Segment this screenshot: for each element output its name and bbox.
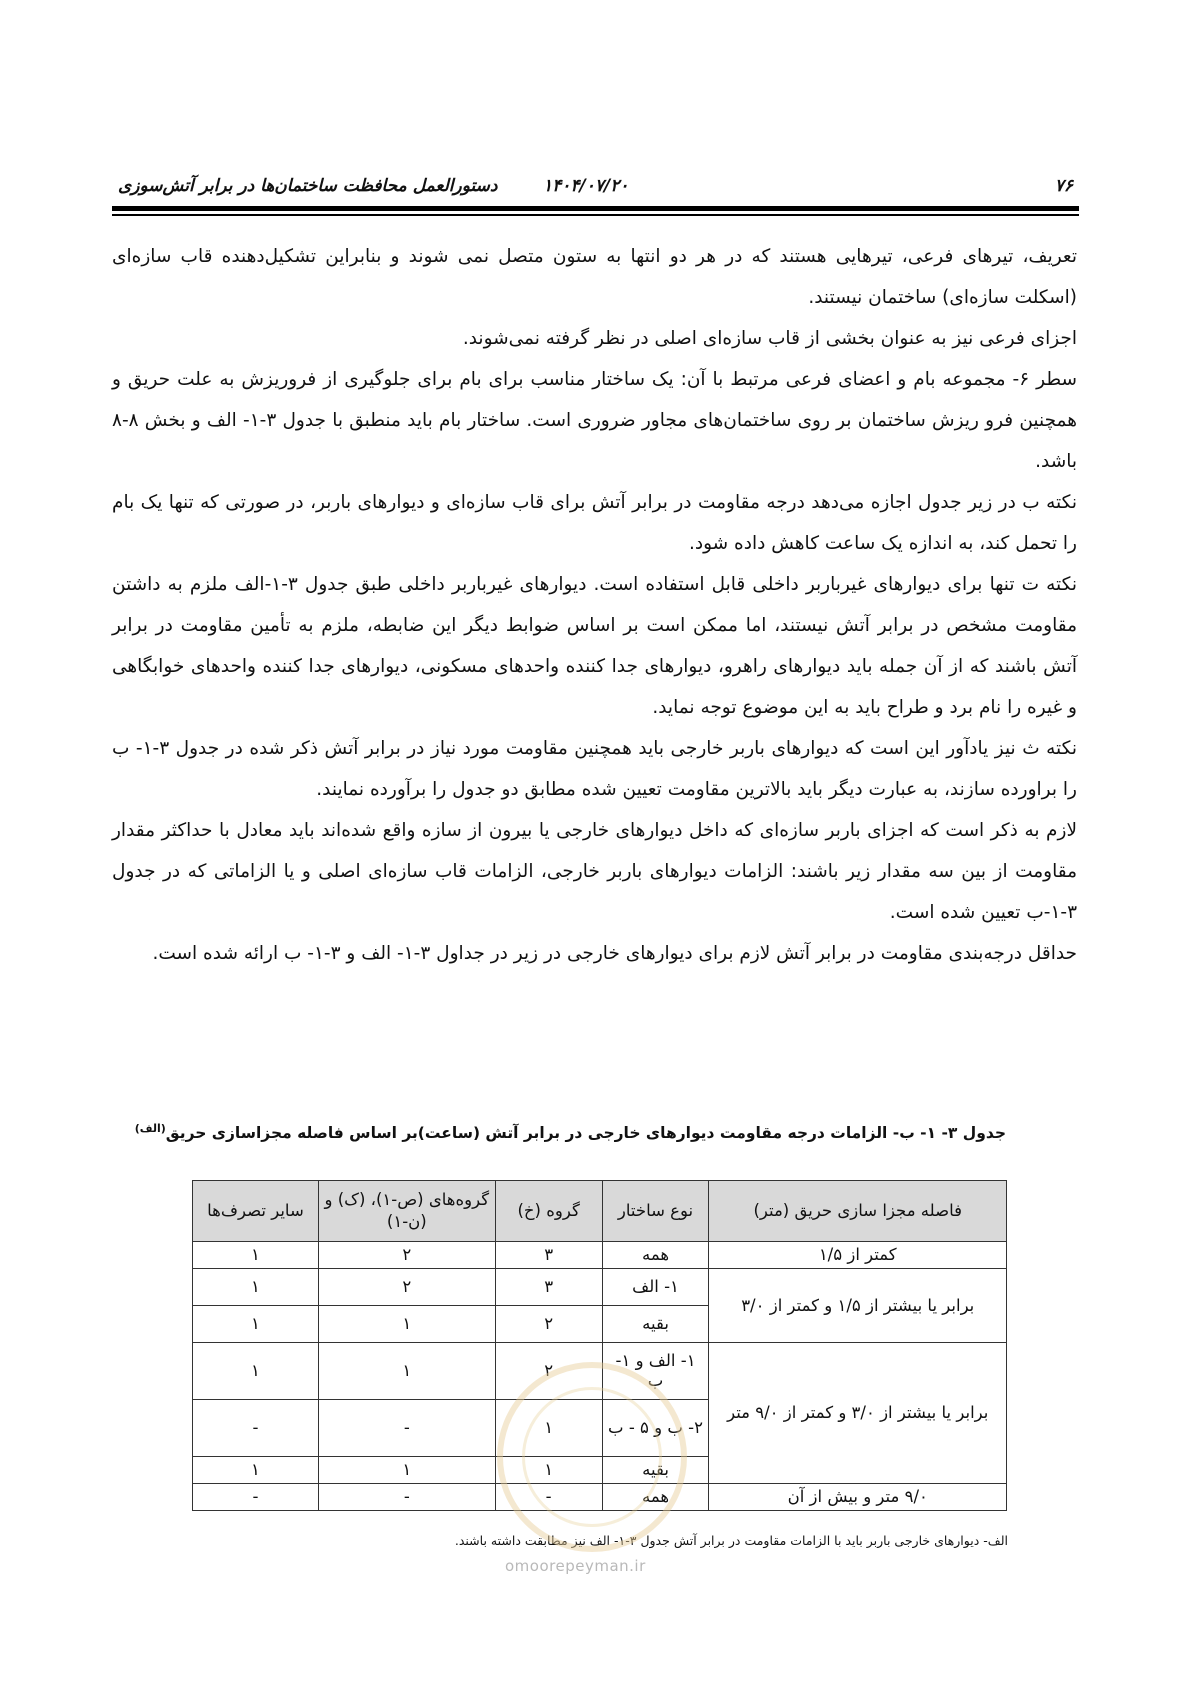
- table-footnote: الف- دیوارهای خارجی باربر باید با الزامات مقاومت در برابر آتش جدول ۳-۱- الف نیز مطابقت داشته باشند.: [454, 1533, 1008, 1548]
- cell-other: ۱: [193, 1242, 319, 1269]
- paragraph: تعریف، تیرهای فرعی، تیرهایی هستند که در هر دو انتها به ستون متصل نمی شوند و بنابراین تشکیل‌دهنده قاب سازه‌ای (اسکلت سازه‌ای) ساختمان نیستند.: [112, 246, 1077, 308]
- watermark-seal-inner-icon: [522, 1387, 662, 1527]
- paragraph: نکته ب در زیر جدول اجازه می‌دهد درجه مقاومت در برابر آتش برای قاب سازه‌ای و دیوارهای باربر، در صورتی که تنها یک بام را تحمل کند، به اندازه یک ساعت کاهش داده شود.: [112, 492, 1077, 554]
- paragraph: سطر ۶- مجموعه بام و اعضای فرعی مرتبط با آن: یک ساختار مناسب برای بام برای جلوگیری از فروریزش به علت حریق و همچنین فرو ریزش ساختمان بر روی ساختمان‌های مجاور ضروری است. ساختار بام باید منطبق با جدول ۳-۱- الف و بخش ۸-۸ باشد.: [112, 369, 1078, 472]
- table-header-row: [193, 1181, 1007, 1242]
- cell-construction: ۲- ب و ۵ - ب: [602, 1400, 709, 1457]
- cell-group-kh: ۱: [495, 1457, 602, 1484]
- table-caption-text: جدول ۳- ۱- ب- الزامات درجه مقاومت دیوارهای خارجی در برابر آتش (ساعت)بر اساس فاصله مجزاسازی حریق: [165, 1124, 1006, 1143]
- cell-other: ۱: [193, 1343, 319, 1400]
- cell-group-kh: ۳: [495, 1269, 602, 1306]
- cell-construction: همه: [602, 1484, 709, 1511]
- header-construction: نوع ساختار: [602, 1181, 709, 1242]
- cell-groups-s1: ۱: [318, 1457, 495, 1484]
- cell-groups-s1: ۲: [318, 1269, 495, 1306]
- cell-group-kh: -: [495, 1484, 602, 1511]
- paragraph: لازم به ذکر است که اجزای باربر سازه‌ای که داخل دیوارهای خارجی یا بیرون از سازه واقع شده‌اند باید معادل با حداکثر مقدار مقاومت از بین سه مقدار زیر باشند: الزامات دیوارهای باربر خارجی، الزامات قاب سازه‌ای اصلی و یا الزاماتی که در جدول ۳-۱-ب تعیین شده است.: [112, 820, 1077, 923]
- cell-group-kh: ۱: [495, 1400, 602, 1457]
- header-distance: فاصله مجزا سازی حریق (متر): [709, 1181, 1007, 1242]
- cell-group-kh: ۳: [495, 1242, 602, 1269]
- cell-other: -: [193, 1400, 319, 1457]
- cell-construction: ۱- الف: [602, 1269, 709, 1306]
- table-row: [193, 1269, 1007, 1306]
- cell-distance: ۹/۰ متر و بیش از آن: [709, 1484, 1007, 1511]
- cell-group-kh: ۲: [495, 1343, 602, 1400]
- header-rule-thin: [112, 214, 1079, 216]
- paragraph: نکته ث نیز یادآور این است که دیوارهای باربر خارجی باید همچنین مقاومت مورد نیاز در برابر آتش ذکر شده در جدول ۳-۱- ب را براورده سازند، به عبارت دیگر باید بالاترین مقاومت تعیین شده مطابق دو جدول را برآورده نمایند.: [112, 738, 1077, 800]
- cell-distance: برابر یا بیشتر از ۱/۵ و کمتر از ۳/۰: [709, 1269, 1007, 1343]
- cell-groups-s1: ۱: [318, 1343, 495, 1400]
- cell-groups-s1: ۱: [318, 1306, 495, 1343]
- cell-construction: بقیه: [602, 1306, 709, 1343]
- header-group-kh: گروه (خ): [495, 1181, 602, 1242]
- cell-groups-s1: ۲: [318, 1242, 495, 1269]
- cell-construction: ۱- الف و ۱- ب: [602, 1343, 709, 1400]
- header-title: دستورالعمل محافظت ساختمان‌ها در برابر آتش‌سوزی: [118, 176, 498, 196]
- cell-group-kh: ۲: [495, 1306, 602, 1343]
- page-number: ۷۶: [1054, 176, 1073, 196]
- header-groups-s1: گروه‌های (ص-۱)، (ک) و (ن-۱): [318, 1181, 495, 1242]
- cell-other: ۱: [193, 1269, 319, 1306]
- cell-other: -: [193, 1484, 319, 1511]
- table-row: [193, 1242, 1007, 1269]
- paragraph: نکته ت تنها برای دیوارهای غیرباربر داخلی قابل استفاده است. دیوارهای غیرباربر داخلی طبق جدول ۳-۱-الف ملزم به داشتن مقاومت مشخص در برابر آتش نیستند، اما ممکن است بر اساس ضوابط دیگر این ضابطه، ملزم به تأمین مقاومت در برابر آتش باشند که از آن جمله باید دیوارهای راهرو، دیوارهای جدا کننده واحدهای مسکونی، دیوارهای جدا کننده واحدهای خوابگاهی و غیره را نام برد و طراح باید به این موضوع توجه نماید.: [112, 574, 1077, 718]
- cell-construction: همه: [602, 1242, 709, 1269]
- cell-other: ۱: [193, 1457, 319, 1484]
- cell-distance: برابر یا بیشتر از ۳/۰ و کمتر از ۹/۰ متر: [709, 1343, 1007, 1484]
- header-date: ۱۴۰۴/۰۷/۲۰: [543, 176, 629, 196]
- cell-other: ۱: [193, 1306, 319, 1343]
- cell-construction: بقیه: [602, 1457, 709, 1484]
- cell-groups-s1: -: [318, 1400, 495, 1457]
- paragraph: حداقل درجه‌بندی مقاومت در برابر آتش لازم برای دیوارهای خارجی در زیر در جداول ۳-۱- الف و ۳-۱- ب ارائه شده است.: [152, 943, 1077, 964]
- cell-groups-s1: -: [318, 1484, 495, 1511]
- page-header: [118, 172, 1073, 210]
- table-caption: [112, 1122, 1006, 1142]
- body-text: [112, 236, 1077, 974]
- header-rule-thick: [112, 206, 1079, 211]
- table-caption-sup: (الف): [134, 1122, 166, 1135]
- paragraph: اجزای فرعی نیز به عنوان بخشی از قاب سازه‌ای اصلی در نظر گرفته نمی‌شوند.: [462, 328, 1077, 349]
- cell-distance: کمتر از ۱/۵: [709, 1242, 1007, 1269]
- watermark-url: omoorepeyman.ir: [505, 1557, 646, 1575]
- header-other: سایر تصرف‌ها: [193, 1181, 319, 1242]
